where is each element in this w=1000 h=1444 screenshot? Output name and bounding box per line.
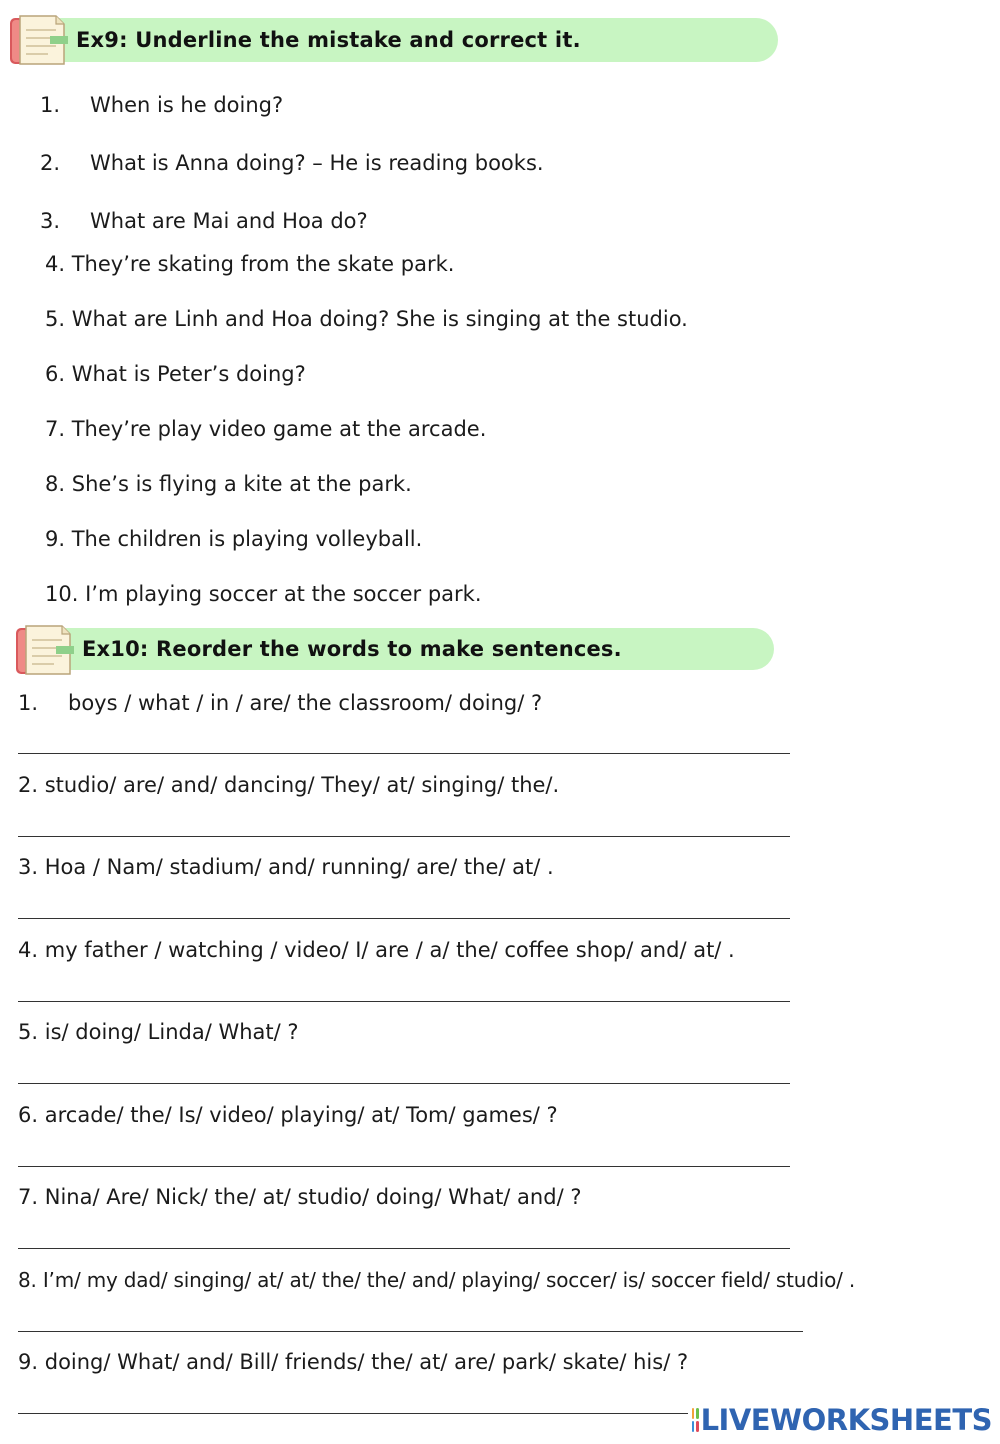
book-icon xyxy=(12,620,76,678)
ex9-item-8 xyxy=(45,474,412,495)
item-number: 4. xyxy=(18,938,39,962)
ex10-item-1 xyxy=(18,693,542,714)
item-number: 6. xyxy=(18,1103,39,1127)
item-number: 9. xyxy=(18,1350,39,1374)
item-number: 1. xyxy=(40,93,61,117)
answer-line-5[interactable] xyxy=(18,1083,790,1084)
item-number: 8. xyxy=(45,472,66,496)
item-number: 9. xyxy=(45,527,66,551)
item-number: 8. xyxy=(18,1268,37,1292)
ex9-item-5 xyxy=(45,309,688,330)
item-text: I’m/ my dad/ singing/ at/ at/ the/ the/ and/ playing/ soccer/ is/ soccer field/ studio/ . xyxy=(42,1268,856,1292)
item-text: What is Anna doing? – He is reading books. xyxy=(90,151,544,175)
answer-line-7[interactable] xyxy=(18,1248,790,1249)
ex9-item-6 xyxy=(45,364,306,385)
item-number: 5. xyxy=(18,1020,39,1044)
item-text: What is Peter’s doing? xyxy=(71,362,306,386)
item-number: 4. xyxy=(45,252,66,276)
ex10-item-9 xyxy=(18,1352,688,1373)
ex9-item-9 xyxy=(45,529,422,550)
answer-line-9[interactable] xyxy=(18,1413,688,1414)
ex10-item-5 xyxy=(18,1022,299,1043)
ex9-item-10 xyxy=(45,584,482,605)
item-text: is/ doing/ Linda/ What/ ? xyxy=(44,1020,299,1044)
answer-line-3[interactable] xyxy=(18,918,790,919)
item-number: 5. xyxy=(45,307,66,331)
ex10-item-3 xyxy=(18,857,554,878)
ex9-item-3 xyxy=(40,211,368,232)
ex10-item-4 xyxy=(18,940,735,961)
item-text: Hoa / Nam/ stadium/ and/ running/ are/ the/ at/ . xyxy=(44,855,554,879)
ex10-header xyxy=(44,628,774,670)
item-text: She’s is flying a kite at the park. xyxy=(71,472,412,496)
item-text: They’re play video game at the arcade. xyxy=(71,417,487,441)
item-text: arcade/ the/ Is/ video/ playing/ at/ Tom/ games/ ? xyxy=(44,1103,558,1127)
liveworksheets-logo-icon xyxy=(692,1408,699,1432)
ex9-header xyxy=(38,18,778,62)
ex10-title: Ex10: Reorder the words to make sentences. xyxy=(82,637,622,661)
item-text: I’m playing soccer at the soccer park. xyxy=(85,582,482,606)
item-text: The children is playing volleyball. xyxy=(71,527,423,551)
item-text: When is he doing? xyxy=(90,93,284,117)
answer-line-6[interactable] xyxy=(18,1166,790,1167)
ex10-item-2 xyxy=(18,775,559,796)
item-number: 1. xyxy=(18,691,39,715)
item-text: Nina/ Are/ Nick/ the/ at/ studio/ doing/ What/ and/ ? xyxy=(44,1185,582,1209)
ex9-item-7 xyxy=(45,419,486,440)
ex9-item-1 xyxy=(40,95,283,116)
brand-name: LIVEWORKSHEETS xyxy=(700,1403,992,1437)
ex10-item-6 xyxy=(18,1105,558,1126)
answer-line-2[interactable] xyxy=(18,836,790,837)
item-number: 10. xyxy=(45,582,79,606)
item-number: 2. xyxy=(18,773,39,797)
answer-line-4[interactable] xyxy=(18,1001,790,1002)
ex9-title: Ex9: Underline the mistake and correct it. xyxy=(76,28,581,52)
item-number: 7. xyxy=(45,417,66,441)
item-text: What are Linh and Hoa doing? She is singing at the studio. xyxy=(71,307,688,331)
item-number: 3. xyxy=(18,855,39,879)
ex10-item-7 xyxy=(18,1187,581,1208)
item-text: boys / what / in / are/ the classroom/ doing/ ? xyxy=(68,691,543,715)
ex10-item-8 xyxy=(18,1270,855,1290)
item-text: studio/ are/ and/ dancing/ They/ at/ singing/ the/. xyxy=(44,773,560,797)
ex9-item-4 xyxy=(45,254,454,275)
item-number: 6. xyxy=(45,362,66,386)
item-text: doing/ What/ and/ Bill/ friends/ the/ at/ are/ park/ skate/ his/ ? xyxy=(44,1350,689,1374)
answer-line-8[interactable] xyxy=(18,1331,803,1332)
answer-line-1[interactable] xyxy=(18,753,790,754)
book-icon xyxy=(6,10,70,68)
item-text: my father / watching / video/ I/ are / a/ the/ coffee shop/ and/ at/ . xyxy=(44,938,735,962)
item-number: 7. xyxy=(18,1185,39,1209)
item-text: They’re skating from the skate park. xyxy=(71,252,455,276)
item-text: What are Mai and Hoa do? xyxy=(90,209,368,233)
ex9-item-2 xyxy=(40,153,544,174)
liveworksheets-logo[interactable] xyxy=(692,1400,992,1440)
item-number: 2. xyxy=(40,151,61,175)
item-number: 3. xyxy=(40,209,61,233)
